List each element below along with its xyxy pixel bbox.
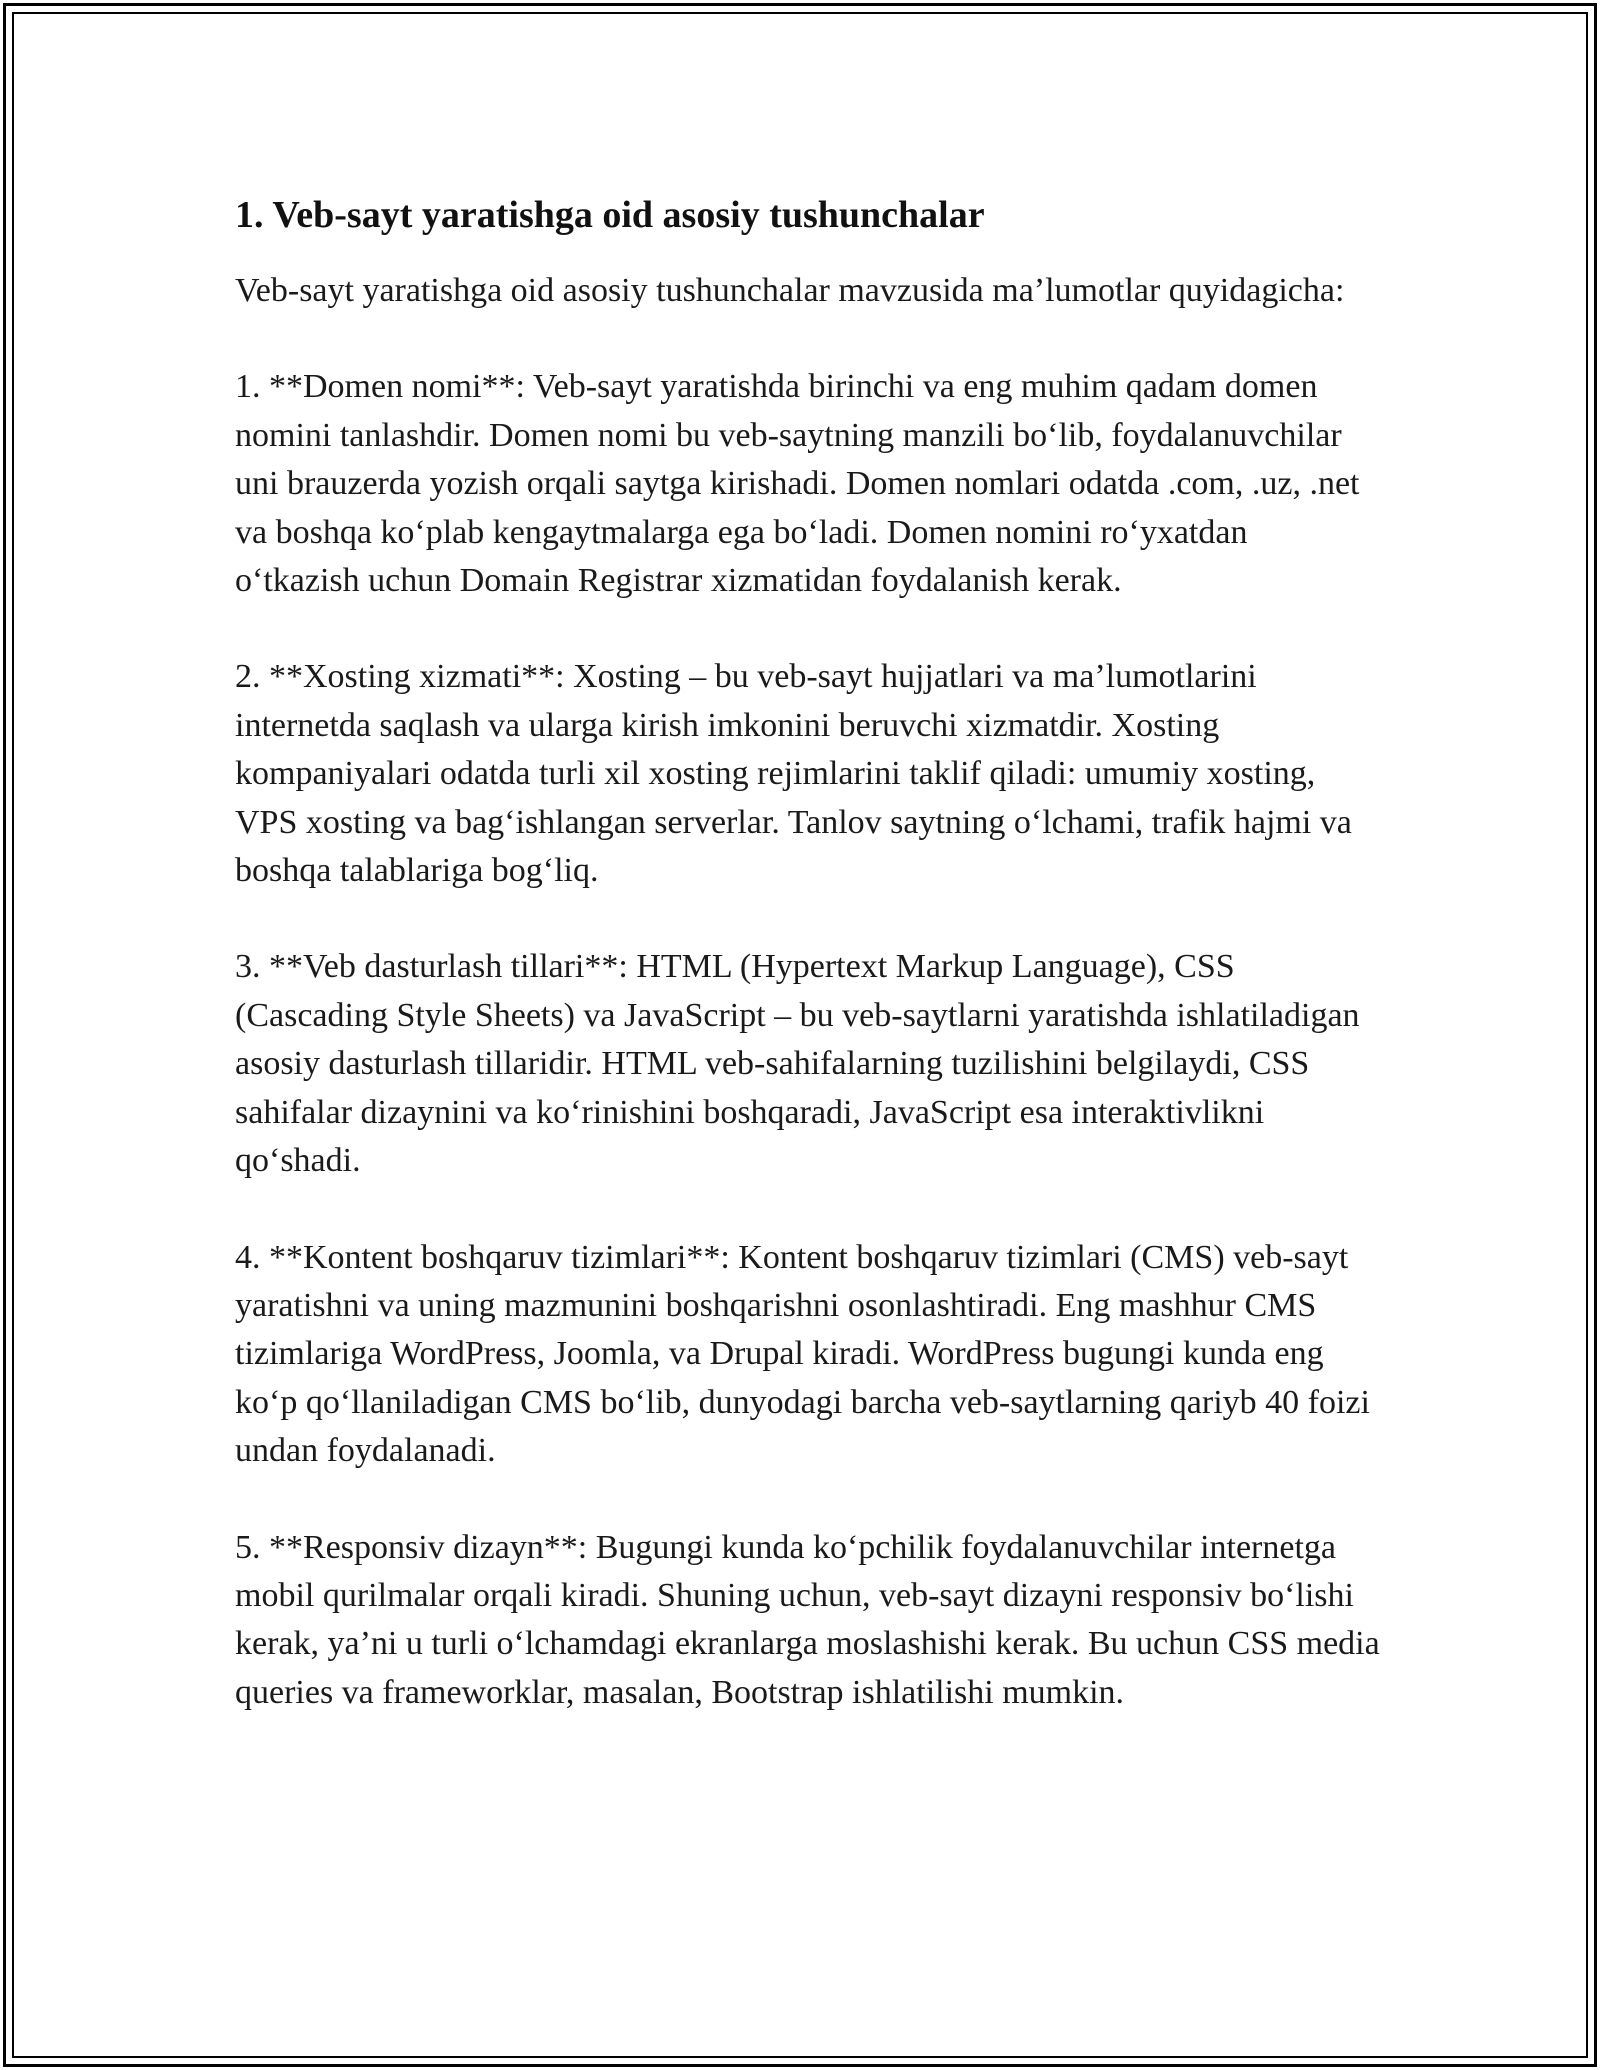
document-title: 1. Veb-sayt yaratishga oid asosiy tushunchalar (235, 194, 985, 236)
item-web-languages: 3. **Veb dasturlash tillari**: HTML (Hypertext Markup Language), CSS (Cascading Style Sheets) va JavaScript – bu veb-saytlarni yaratishda ishlatiladigan asosiy dasturlash tillaridir. HTML veb-sahifalarning tuzilishini belgilaydi, CSS sahifalar dizaynini va ko‘rinishini boshqaradi, JavaScript esa interaktivlikni qo‘shadi. (235, 948, 1360, 1180)
item-responsive-design: 5. **Responsiv dizayn**: Bugungi kunda ko‘pchilik foydalanuvchilar internetga mobil qurilmalar orqali kiradi. Shuning uchun, veb-sayt dizayni responsiv bo‘lishi kerak, ya’ni u turli o‘lchamdagi ekranlarga moslashishi kerak. Bu uchun CSS media queries va frameworklar, masalan, Bootstrap ishlatilishi mumkin. (235, 1528, 1380, 1711)
document-body (235, 183, 1380, 1765)
intro-paragraph: Veb-sayt yaratishga oid asosiy tushunchalar mavzusida ma’lumotlar quyidagicha: (235, 272, 1345, 309)
item-hosting-service: 2. **Xosting xizmati**: Xosting – bu veb-sayt hujjatlari va ma’lumotlarini internetda saqlash va ularga kirish imkonini beruvchi xizmatdir. Xosting kompaniyalari odatda turli xil xosting rejimlarini taklif qiladi: umumiy xosting, VPS xosting va bag‘ishlangan serverlar. Tanlov saytning o‘lchami, trafik hajmi va boshqa talablariga bog‘liq. (235, 658, 1352, 890)
item-domain-name: 1. **Domen nomi**: Veb-sayt yaratishda birinchi va eng muhim qadam domen nomini tanlashdir. Domen nomi bu veb-saytning manzili bo‘lib, foydalanuvchilar uni brauzerda yozish orqali saytga kirishadi. Domen nomlari odatda .com, .uz, .net va boshqa ko‘plab kengaytmalarga ega bo‘ladi. Domen nomini ro‘yxatdan o‘tkazish uchun Domain Registrar xizmatidan foydalanish kerak. (235, 368, 1360, 600)
item-cms: 4. **Kontent boshqaruv tizimlari**: Kontent boshqaruv tizimlari (CMS) veb-sayt yaratishni va uning mazmunini boshqarishni osonlashtiradi. Eng mashhur CMS tizimlariga WordPress, Joomla, va Drupal kiradi. WordPress bugungi kunda eng ko‘p qo‘llaniladigan CMS bo‘lib, dunyodagi barcha veb-saytlarning qariyb 40 foizi undan foydalanadi. (235, 1238, 1370, 1470)
